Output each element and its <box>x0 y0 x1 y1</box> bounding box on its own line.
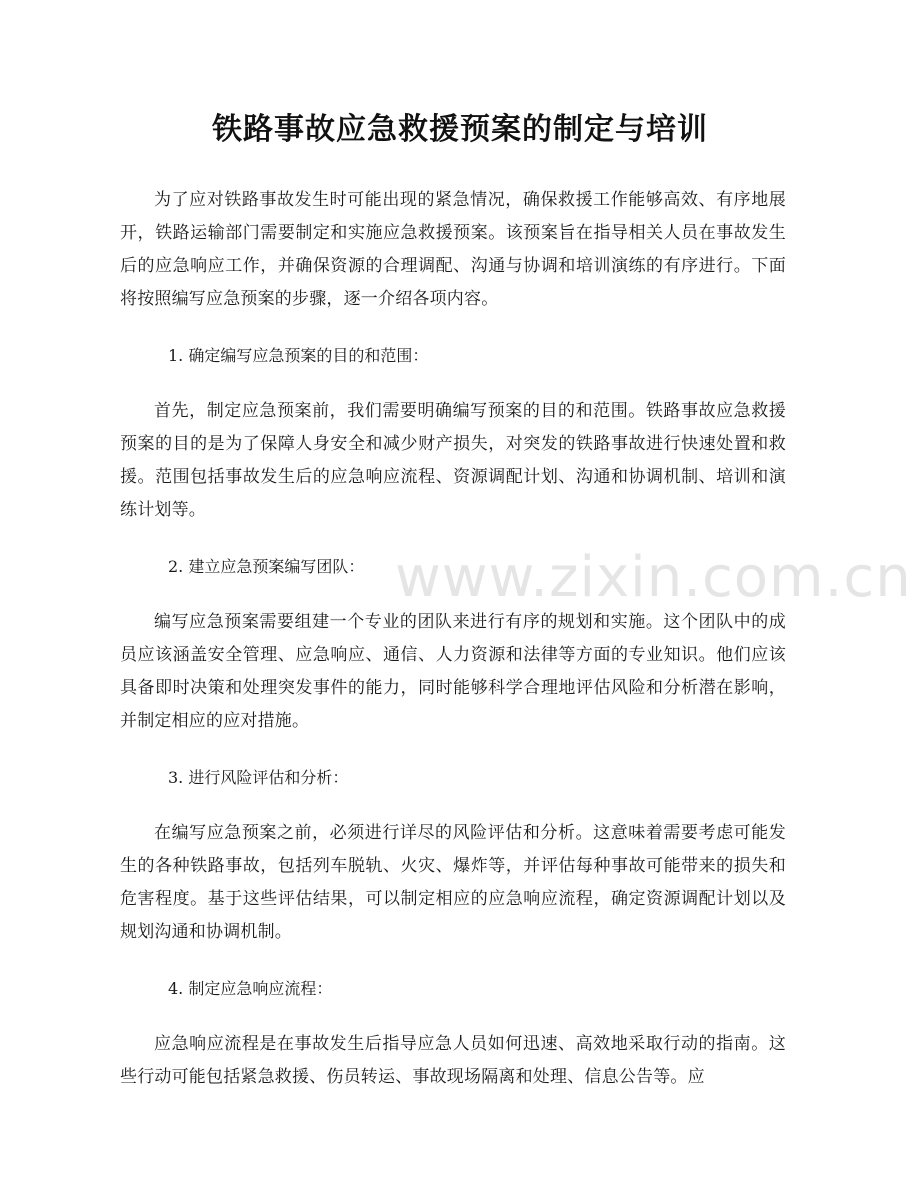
section-heading-3: 3. 进行风险评估和分析： <box>168 768 349 787</box>
section-paragraph-4: 应急响应流程是在事故发生后指导应急人员如何迅速、高效地采取行动的指南。这些行动可能包括紧急救援、伤员转运、事故现场隔离和处理、信息公告等。应 <box>120 1034 786 1087</box>
watermark-text: www.zixin.com.cn <box>395 545 912 610</box>
section-heading-4: 4. 制定应急响应流程： <box>168 979 333 998</box>
document-body <box>120 184 786 1117</box>
section-heading-1: 1. 确定编写应急预案的目的和范围： <box>168 346 429 365</box>
section-heading-2: 2. 建立应急预案编写团队： <box>168 557 365 576</box>
section-paragraph-2: 编写应急预案需要组建一个专业的团队来进行有序的规划和实施。这个团队中的成员应该涵盖安全管理、应急响应、通信、人力资源和法律等方面的专业知识。他们应该具备即时决策和处理突发事件的能力，同时能够科学合理地评估风险和分析潜在影响，并制定相应的应对措施。 <box>120 612 786 731</box>
document-title: 铁路事故应急救援预案的制定与培训 <box>212 112 708 147</box>
section-paragraph-3: 在编写应急预案之前，必须进行详尽的风险评估和分析。这意味着需要考虑可能发生的各种铁路事故，包括列车脱轨、火灾、爆炸等，并评估每种事故可能带来的损失和危害程度。基于这些评估结果，可以制定相应的应急响应流程，确定资源调配计划以及规划沟通和协调机制。 <box>120 823 786 942</box>
section-paragraph-1: 首先，制定应急预案前，我们需要明确编写预案的目的和范围。铁路事故应急救援预案的目的是为了保障人身安全和减少财产损失，对突发的铁路事故进行快速处置和救援。范围包括事故发生后的应急响应流程、资源调配计划、沟通和协调机制、培训和演练计划等。 <box>120 401 786 520</box>
intro-paragraph: 为了应对铁路事故发生时可能出现的紧急情况，确保救援工作能够高效、有序地展开，铁路运输部门需要制定和实施应急救援预案。该预案旨在指导相关人员在事故发生后的应急响应工作，并确保资源的合理调配、沟通与协调和培训演练的有序进行。下面将按照编写应急预案的步骤，逐一介绍各项内容。 <box>120 190 786 309</box>
